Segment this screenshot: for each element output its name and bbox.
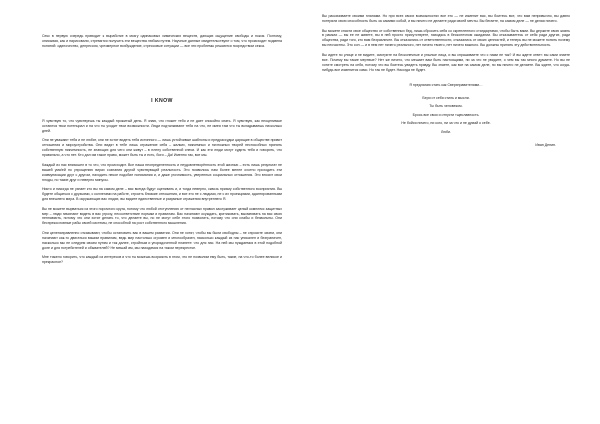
poem-line: Ты быть человеком. — [429, 104, 463, 109]
paragraph: Вы идете по улице и не видите, смотрите на бесконечные и унылые лица, и вы спрашиваете что с нами не так? И вы ждете ответ: вы сами знаете все. Почему вы такие мертвые? Нет же ничего, что мешает вам быть настоящими, ни за что не увидите, о чем вы так много думаете. Но вы не хотите смотреть на себя, потому что вы боитесь увидеть правду. Вы знаете, как все на самом деле, но вы ничего не делаете. Вы ждете, что когда-нибудь все изменится само. Но так не будет. Никогда не будет. — [322, 52, 570, 72]
poem-line: Не бойся ничего, ни кого, ни за что и не думай о себе. — [401, 121, 491, 126]
poem — [322, 96, 570, 135]
paragraph: Вы можете спасти свое общество от собственных бед, лишь сбросить себя со скрепленного стандартами, чтобы быть вами. Вы держите свою жизнь в рамках — вы ее не живете, вы в ней просто присутствуете, находясь в бесконечном ожидании. Вы отказываетесь от себя ради других, ради общества, ради того, кто вам безразличен. Вы отказались от ответственности, отказались от своих ценностей, и теперь вы не можете понять почему вы несчастны. Это сон — и в нем нет ничего реального, нет ничего твоего, нет ничего важного. Вы должны принять эту действительность. — [322, 28, 570, 48]
centered-intro: Я предлагаю стать как Сверхправителями… — [409, 82, 483, 87]
paragraph: Они не уважают тебя и не любят, они не хотят видеть тебя истинного — лишь устойчивые шаблоны и предрассудки царящие в обществе привит отношения и мироустройства. Они видят в тебе лишь отражение себя – жалких, никчемных и ничтожных творей неспособных принять собственную никчемность, не знающих для чего они живут – в плену собственной спеси. И как эти люди могут судить тебя и говорить, что правильно, а что нет. Кто дал им такое право, может быть ты и есть, боги – Да! Именно так, все мы. — [42, 138, 282, 158]
paragraph: Каждый из нас внизошел в то что, что происходит. Все наша неопределенность и неудовлетворённость этой жизнью – есть лишь результат не вашей ума!ей по упрощению вирах сознания другой чувствующий реальность. Это появилось нам более менее охотно проходить эти коммуникации друг с другом, находить некое подобие понимания и, и даже угочнимость, уверенных социальных отношения. Это вносит свои плоды, но такие друг и неверно минусы. — [42, 162, 282, 182]
paragraph: Они целенаправленно отказывают, чтобы остановить вас в вашем развитии. Они не хотят, чтобы вы были свободны – не спросите зачем, они начинают как-то двигаться вашим правилам, ведь мир настолько огромен и многообразен, насколько каждый из нас уникален и безграничен, насколько мы не следуем своим путям и так далее, стройным и упорядоченной планете: что для нас. На ней мы нуждаемся в этой подобной доле и для потребителей и обывателей? Не мешай им, мы находимся на таком перекрестке. — [42, 230, 282, 250]
paragraph: Вы раскачиваете своими планами. Но при всех своих возможностях все это — не изменит вас, вы боитесь все, что вам непривычно, вы давно потеряли свою способность быть за самими собой, и вы ничего не делаете ради своей мечты. Вы бегаете, на самом деле — не делая ничего. — [322, 14, 570, 23]
poem-line: Брось все свои и отпусти тщеславность. — [412, 112, 480, 117]
poem-line: Бери от себя стиль и мысли. — [422, 95, 470, 100]
poem-closing: Люби. — [441, 129, 451, 134]
paragraph: Никто и никогда не узнает кто вы на самом деле – вас всегда будут оценивать и, и тогда неверно, сквозь призму собственного восприятия. Вы будете общаться с друзьями, с коллегами на работе, строить близкие отношения, и все это не с людьми, не с их проекциями, адаптированными для внешнего мира. В окружающих вас людях, вы видите единственные и разумные отражения внутреннего Я. — [42, 187, 282, 202]
paragraph: Вы не можете вырваться из этого порочного круга, потому что любой отступлению от негласных правил заслуживает целый комплекс защитных мер – люди начинают видеть в вас угрозу, несоответствие нормам и правилам. Вас начинают осуждать, критиковать, высмеивать на вас свою неннависть, потому что они хотят делать то, что делаете вы, но не могут себе этого позволить, потому что они слабы и безвольны. Они беспрекословные рабы своей системы, не способной на рост собственного мышления. — [42, 206, 282, 226]
paragraph: Мне тяжело говорить, что каждый из интересов и что ты можешь возразить в этом, что не позволим ему быть, такие, на что-то более великое и прекрасное? — [42, 255, 282, 265]
author-signature: Иван Денин. — [535, 142, 556, 147]
chapter-heading: I KNOW — [151, 97, 173, 104]
intro-paragraph: Секс в первую очередь приводит к выработке в мозгу одинаковых химических веществ, дающих ощущение свободы и покоя. Поэтому, описывая, как и нарисовали, стремятся получить эти вещества любым путем. Научные данные свидетельствуют о том, что происходит подмена понятий: одиночество, депрессия, чрезмерное возбуждение, стрессовые ситуации — все эти проблемы решаются посредством секса. — [42, 34, 282, 48]
right-page — [300, 0, 600, 424]
paragraph: Я чувствую то, что чувствуешь ты каждый прожитый день. Я знаю, что гложет тебя и не дает спокойно спать. Я чувствую, как неоценимые остаются твои потенциал и на что ты уходит твои возможности. Люди подталкивают тебя на что, не имея там что ты вкладываешь нисколько дней. — [42, 118, 282, 133]
